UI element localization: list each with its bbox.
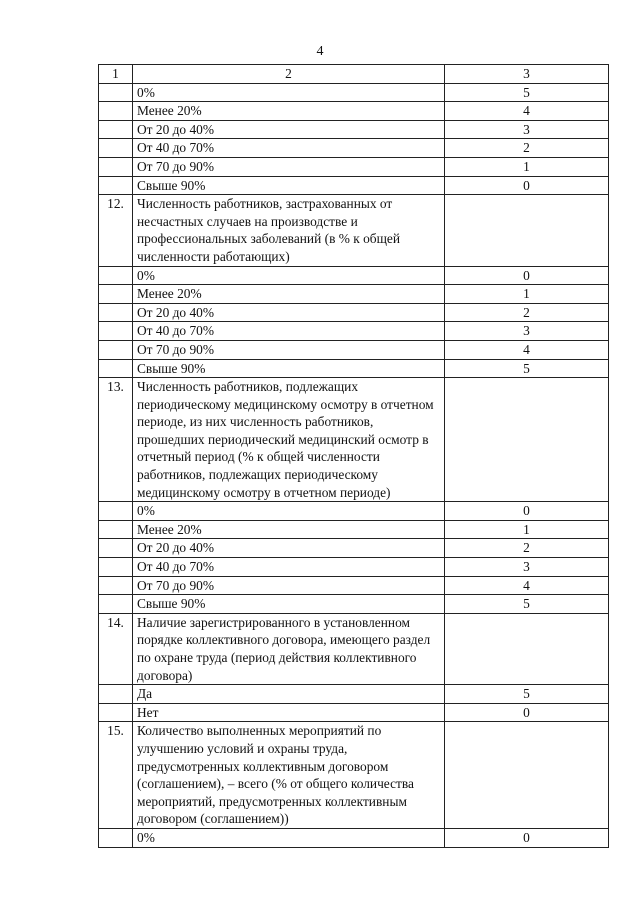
option-label: 0% xyxy=(133,83,445,102)
section-title-row xyxy=(99,613,609,684)
section-number: 12. xyxy=(99,195,133,266)
page-number: 4 xyxy=(316,44,324,59)
option-row xyxy=(99,266,609,285)
option-row xyxy=(99,176,609,195)
option-row xyxy=(99,285,609,304)
option-score: 1 xyxy=(445,157,609,176)
option-row xyxy=(99,685,609,704)
option-label: 0% xyxy=(133,502,445,521)
section-number-cell xyxy=(99,340,133,359)
option-score: 4 xyxy=(445,340,609,359)
option-score: 4 xyxy=(445,102,609,121)
header-col-2: 2 xyxy=(133,65,445,84)
option-label: От 70 до 90% xyxy=(133,157,445,176)
section-number-cell xyxy=(99,176,133,195)
section-number-cell xyxy=(99,576,133,595)
section-title: Наличие зарегистрированного в установленном порядке коллективного договора, имеющего раздел по охране труда (период действия коллективного договора) xyxy=(133,613,445,684)
option-score: 1 xyxy=(445,285,609,304)
option-label: Менее 20% xyxy=(133,520,445,539)
option-score: 0 xyxy=(445,266,609,285)
option-label: Менее 20% xyxy=(133,285,445,304)
option-row xyxy=(99,558,609,577)
option-score: 5 xyxy=(445,595,609,614)
option-label: 0% xyxy=(133,828,445,847)
option-row xyxy=(99,157,609,176)
option-label: От 40 до 70% xyxy=(133,558,445,577)
option-row xyxy=(99,539,609,558)
option-row xyxy=(99,340,609,359)
option-row xyxy=(99,576,609,595)
option-row xyxy=(99,520,609,539)
section-number: 13. xyxy=(99,378,133,502)
option-score: 0 xyxy=(445,828,609,847)
section-number-cell xyxy=(99,828,133,847)
section-score-empty xyxy=(445,613,609,684)
section-number-cell xyxy=(99,502,133,521)
section-score-empty xyxy=(445,722,609,829)
option-score: 5 xyxy=(445,685,609,704)
option-score: 3 xyxy=(445,322,609,341)
section-number-cell xyxy=(99,359,133,378)
section-number-cell xyxy=(99,285,133,304)
section-number-cell xyxy=(99,303,133,322)
section-number-cell xyxy=(99,139,133,158)
section-number-cell xyxy=(99,520,133,539)
option-label: От 70 до 90% xyxy=(133,340,445,359)
section-number-cell xyxy=(99,322,133,341)
option-row xyxy=(99,83,609,102)
option-row xyxy=(99,828,609,847)
option-label: От 20 до 40% xyxy=(133,120,445,139)
section-score-empty xyxy=(445,378,609,502)
option-label: Да xyxy=(133,685,445,704)
option-label: От 40 до 70% xyxy=(133,322,445,341)
option-label: От 20 до 40% xyxy=(133,303,445,322)
option-score: 4 xyxy=(445,576,609,595)
option-score: 2 xyxy=(445,303,609,322)
section-title: Численность работников, подлежащих периодическому медицинскому осмотру в отчетном периоде, из них численность работников, прошедших периодический медицинский осмотр в отчетный период (% к общей численности работников, подлежащих периодическому медицинскому осмотру в отчетном периоде) xyxy=(133,378,445,502)
option-label: Менее 20% xyxy=(133,102,445,121)
criteria-table xyxy=(98,64,609,848)
option-label: Свыше 90% xyxy=(133,176,445,195)
option-row xyxy=(99,139,609,158)
option-row xyxy=(99,359,609,378)
option-score: 0 xyxy=(445,502,609,521)
section-number-cell xyxy=(99,266,133,285)
section-number-cell xyxy=(99,558,133,577)
option-score: 2 xyxy=(445,539,609,558)
option-row xyxy=(99,102,609,121)
section-number-cell xyxy=(99,703,133,722)
option-row xyxy=(99,502,609,521)
option-score: 2 xyxy=(445,139,609,158)
option-score: 0 xyxy=(445,176,609,195)
option-label: Свыше 90% xyxy=(133,359,445,378)
option-row xyxy=(99,322,609,341)
section-number-cell xyxy=(99,685,133,704)
section-title: Численность работников, застрахованных от несчастных случаев на производстве и профессиональных заболеваний (в % к общей численности работающих) xyxy=(133,195,445,266)
option-label: От 70 до 90% xyxy=(133,576,445,595)
option-label: От 40 до 70% xyxy=(133,139,445,158)
section-number-cell xyxy=(99,102,133,121)
option-score: 5 xyxy=(445,359,609,378)
section-title-row xyxy=(99,722,609,829)
option-row xyxy=(99,595,609,614)
option-label: От 20 до 40% xyxy=(133,539,445,558)
option-row xyxy=(99,120,609,139)
header-col-1: 1 xyxy=(99,65,133,84)
section-number: 15. xyxy=(99,722,133,829)
section-title-row xyxy=(99,195,609,266)
section-score-empty xyxy=(445,195,609,266)
option-row xyxy=(99,303,609,322)
section-number-cell xyxy=(99,120,133,139)
option-label: 0% xyxy=(133,266,445,285)
option-score: 3 xyxy=(445,120,609,139)
option-label: Свыше 90% xyxy=(133,595,445,614)
table-header-row xyxy=(99,65,609,84)
option-score: 3 xyxy=(445,558,609,577)
option-score: 1 xyxy=(445,520,609,539)
section-number-cell xyxy=(99,539,133,558)
section-title-row xyxy=(99,378,609,502)
option-label: Нет xyxy=(133,703,445,722)
option-score: 5 xyxy=(445,83,609,102)
section-number-cell xyxy=(99,157,133,176)
section-number-cell xyxy=(99,595,133,614)
header-col-3: 3 xyxy=(445,65,609,84)
section-number: 14. xyxy=(99,613,133,684)
section-number-cell xyxy=(99,83,133,102)
option-row xyxy=(99,703,609,722)
section-title: Количество выполненных мероприятий по улучшению условий и охраны труда, предусмотренных коллективным договором (соглашением), – всего (% от общего количества мероприятий, предусмотренных коллективным договором (соглашением)) xyxy=(133,722,445,829)
option-score: 0 xyxy=(445,703,609,722)
